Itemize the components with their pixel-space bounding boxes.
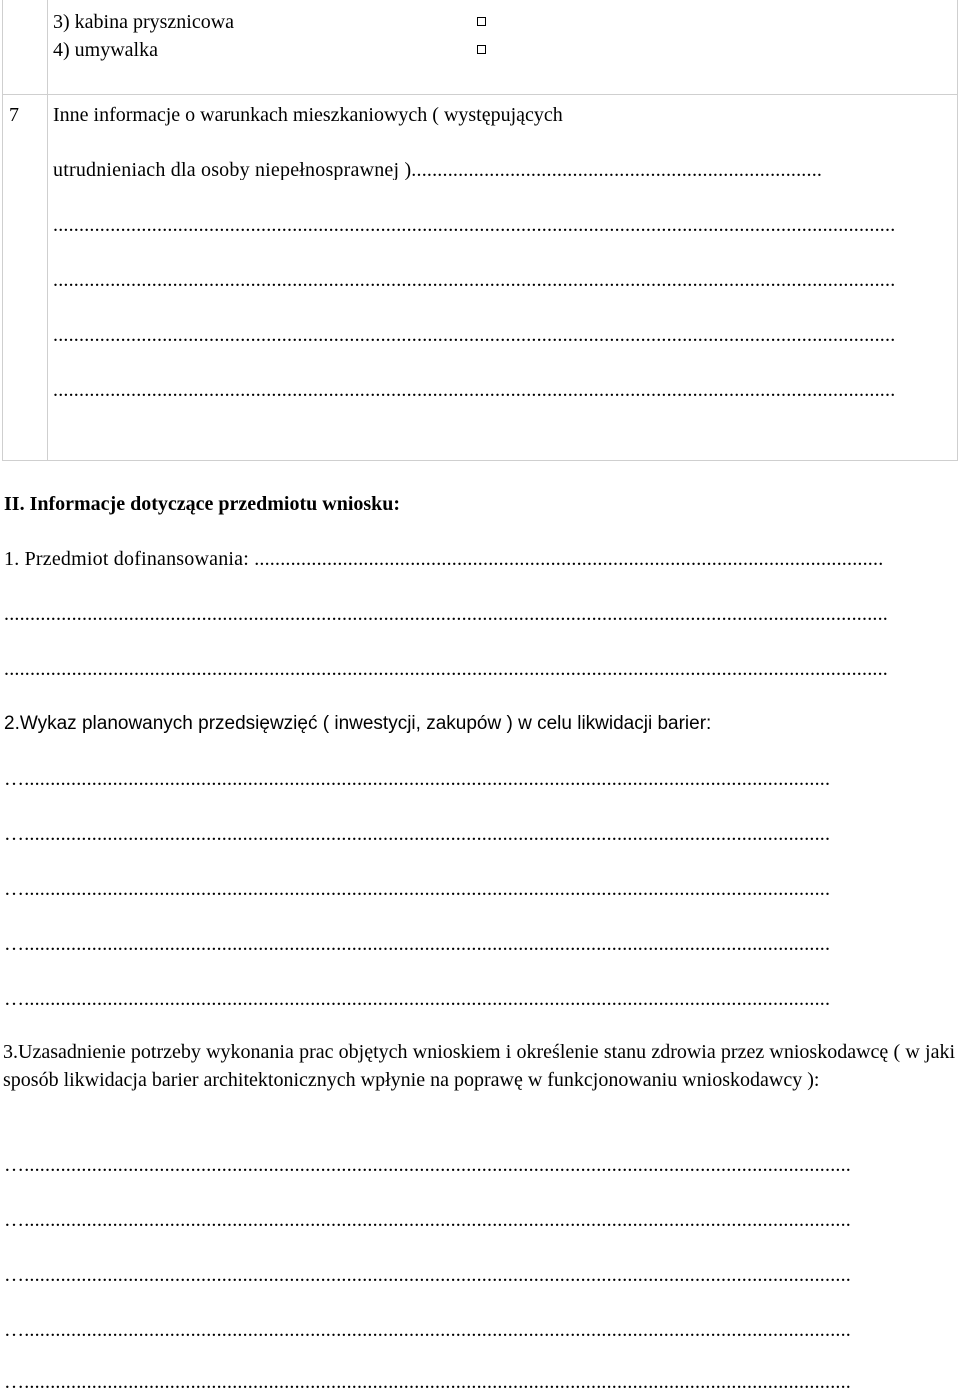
section-heading	[4, 494, 400, 514]
answer-line[interactable]: …...........................................................................................................................................................	[4, 824, 831, 844]
row-number: 7	[9, 104, 19, 126]
answer-line[interactable]: ..........................................................................................................................................................................	[4, 659, 888, 679]
answer-line[interactable]: …...............................................................................................................................................................	[4, 1210, 851, 1230]
answer-line[interactable]: …...............................................................................................................................................................	[4, 1372, 851, 1392]
answer-line[interactable]: ..................................................................................................................................................................	[53, 215, 896, 235]
answer-line[interactable]: …...............................................................................................................................................................	[4, 1320, 851, 1340]
row7-question-line2: utrudnieniach dla osoby niepełnosprawnej )...............................................................................	[53, 160, 823, 180]
answer-line[interactable]: …...........................................................................................................................................................	[4, 879, 831, 899]
answer-line[interactable]: …...............................................................................................................................................................	[4, 1155, 851, 1175]
column-divider	[47, 0, 48, 94]
row7-question-line1: Inne informacje o warunkach mieszkaniowych ( występujących	[53, 104, 563, 126]
washbasin-checkbox[interactable]	[477, 45, 486, 54]
shower-checkbox[interactable]	[477, 17, 486, 26]
item-washbasin-label: 4) umywalka	[53, 39, 158, 61]
answer-line[interactable]: …...........................................................................................................................................................	[4, 769, 831, 789]
answer-line[interactable]: …...........................................................................................................................................................	[4, 934, 831, 954]
section-title: Informacje dotyczące przedmiotu wniosku:	[29, 493, 401, 515]
table-row	[2, 0, 958, 95]
item-shower-label: 3) kabina prysznicowa	[53, 11, 235, 33]
answer-line[interactable]: …...........................................................................................................................................................	[4, 989, 831, 1009]
column-divider	[47, 95, 48, 460]
answer-line[interactable]: …...............................................................................................................................................................	[4, 1265, 851, 1285]
question-3-label: 3.Uzasadnienie potrzeby wykonania prac objętych wnioskiem i określenie stanu zdrowia przez wnioskodawcę ( w jaki sposób likwidacja barier architektonicznych wpłynie na poprawę w funkcjonowaniu wnioskodawcy ):	[3, 1041, 955, 1091]
table-row	[2, 95, 958, 461]
answer-line[interactable]: ..................................................................................................................................................................	[53, 380, 896, 400]
question-2-label: 2.Wykaz planowanych przedsięwzięć ( inwestycji, zakupów ) w celu likwidacji barier:	[4, 713, 712, 734]
question-1-label: 1. Przedmiot dofinansowania: .........................................................................................................................	[4, 549, 884, 569]
section-number: II.	[4, 493, 25, 515]
answer-line[interactable]: ..................................................................................................................................................................	[53, 270, 896, 290]
answer-line[interactable]: ..........................................................................................................................................................................	[4, 604, 888, 624]
answer-line[interactable]: ..................................................................................................................................................................	[53, 325, 896, 345]
